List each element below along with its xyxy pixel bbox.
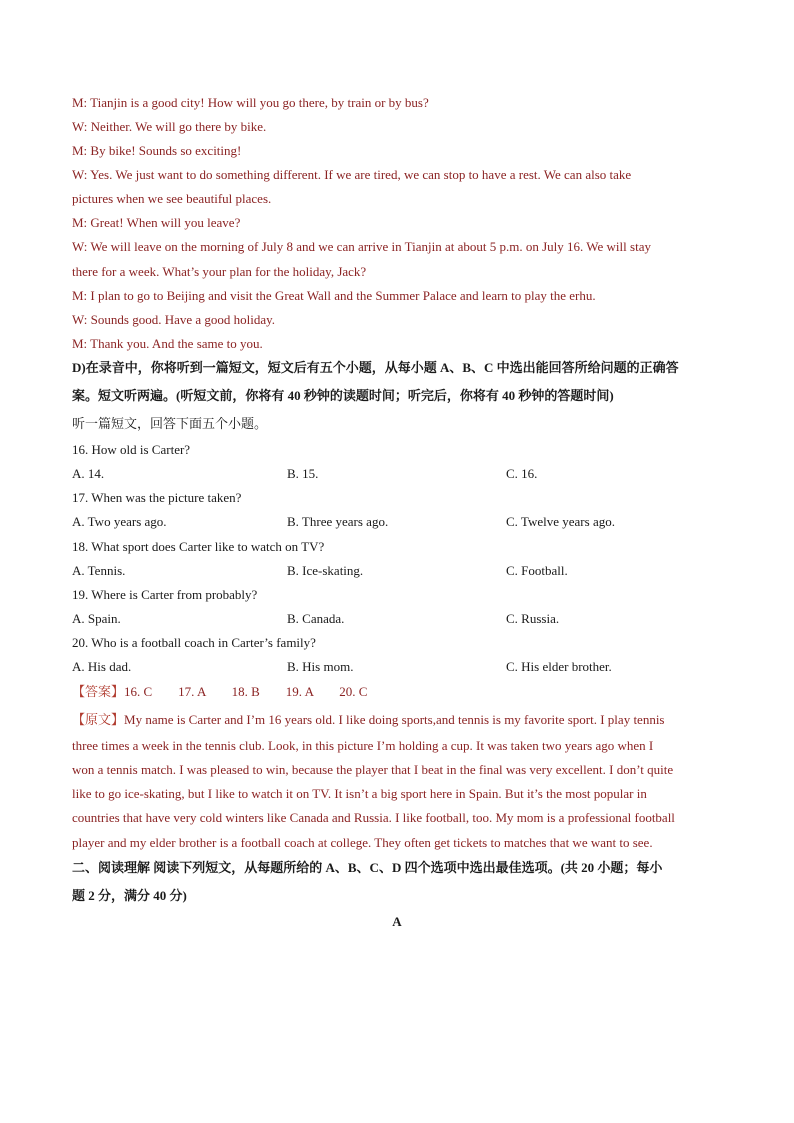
question-text: 20. Who is a football coach in Carter’s family? — [72, 635, 316, 650]
option-b: B. 15. — [287, 466, 319, 481]
original-tag: 【原文】 — [72, 712, 125, 727]
dialogue-line: M: Thank you. And the same to you. — [72, 336, 263, 351]
passage-label: A — [392, 914, 402, 929]
section-d-sub-instruction: 听一篇短文，回答下面五个小题。 — [72, 416, 268, 431]
original-text-first-line — [72, 712, 665, 728]
original-text-line: like to go ice-skating, but I like to watch it on TV. It isn’t a big sport here in Spain. But it’s the most popular in — [72, 786, 647, 801]
option-a: A. Two years ago. — [72, 514, 167, 529]
section-d-instruction: 案。短文听两遍。(听短文前，你将有 40 秒钟的读题时间；听完后，你将有 40 秒钟的答题时间) — [72, 388, 614, 403]
question-text: 18. What sport does Carter like to watch on TV? — [72, 539, 325, 554]
answer-text: 16. C 17. A 18. B 19. A 20. C — [124, 684, 368, 699]
dialogue-line: W: Yes. We just want to do something different. If we are tired, we can stop to have a rest. We can also take — [72, 167, 632, 182]
original-text-line: player and my elder brother is a football coach at college. They often get tickets to matches that we want to see. — [72, 835, 653, 850]
option-a: A. 14. — [72, 466, 105, 481]
original-text-line: countries that have very cold winters like Canada and Russia. I like football, too. My mom is a professional football — [72, 810, 675, 825]
reading-section-heading: 题 2 分，满分 40 分) — [72, 888, 187, 903]
option-c: C. 16. — [506, 466, 538, 481]
option-b: B. His mom. — [287, 659, 354, 674]
option-b: B. Three years ago. — [287, 514, 389, 529]
dialogue-line: W: Sounds good. Have a good holiday. — [72, 312, 276, 327]
dialogue-line: W: Neither. We will go there by bike. — [72, 119, 267, 134]
reading-section-heading: 二、阅读理解 阅读下列短文，从每题所给的 A、B、C、D 四个选项中选出最佳选项。(共 20 小题；每小 — [72, 860, 663, 875]
dialogue-line: M: I plan to go to Beijing and visit the Great Wall and the Summer Palace and learn to play the erhu. — [72, 288, 596, 303]
option-a: A. Tennis. — [72, 563, 126, 578]
original-text-line: won a tennis match. I was pleased to win, because the player that I beat in the final was very excellent. I don’t quite — [72, 762, 674, 777]
option-b: B. Canada. — [287, 611, 345, 626]
question-text: 17. When was the picture taken? — [72, 490, 242, 505]
dialogue-line: M: Great! When will you leave? — [72, 215, 241, 230]
option-c: C. Russia. — [506, 611, 560, 626]
dialogue-line: pictures when we see beautiful places. — [72, 191, 272, 206]
dialogue-line: M: By bike! Sounds so exciting! — [72, 143, 242, 158]
option-c: C. Twelve years ago. — [506, 514, 615, 529]
answer-key — [72, 684, 367, 700]
dialogue-line: W: We will leave on the morning of July 8 and we can arrive in Tianjin at about 5 p.m. on July 16. We will stay — [72, 239, 651, 254]
answer-tag: 【答案】 — [72, 684, 125, 699]
section-d-instruction: D)在录音中，你将听到一篇短文，短文后有五个小题，从每小题 A、B、C 中选出能回答所给问题的正确答 — [72, 360, 679, 375]
option-c: C. His elder brother. — [506, 659, 612, 674]
option-a: A. Spain. — [72, 611, 121, 626]
dialogue-line: M: Tianjin is a good city! How will you go there, by train or by bus? — [72, 95, 429, 110]
question-text: 19. Where is Carter from probably? — [72, 587, 258, 602]
option-a: A. His dad. — [72, 659, 132, 674]
original-text-line: My name is Carter and I’m 16 years old. I like doing sports,and tennis is my favorite sport. I play tennis — [124, 712, 665, 727]
dialogue-line: there for a week. What’s your plan for the holiday, Jack? — [72, 264, 367, 279]
original-text-line: three times a week in the tennis club. Look, in this picture I’m holding a cup. It was taken two years ago when I — [72, 738, 654, 753]
question-text: 16. How old is Carter? — [72, 442, 191, 457]
option-c: C. Football. — [506, 563, 568, 578]
option-b: B. Ice-skating. — [287, 563, 364, 578]
